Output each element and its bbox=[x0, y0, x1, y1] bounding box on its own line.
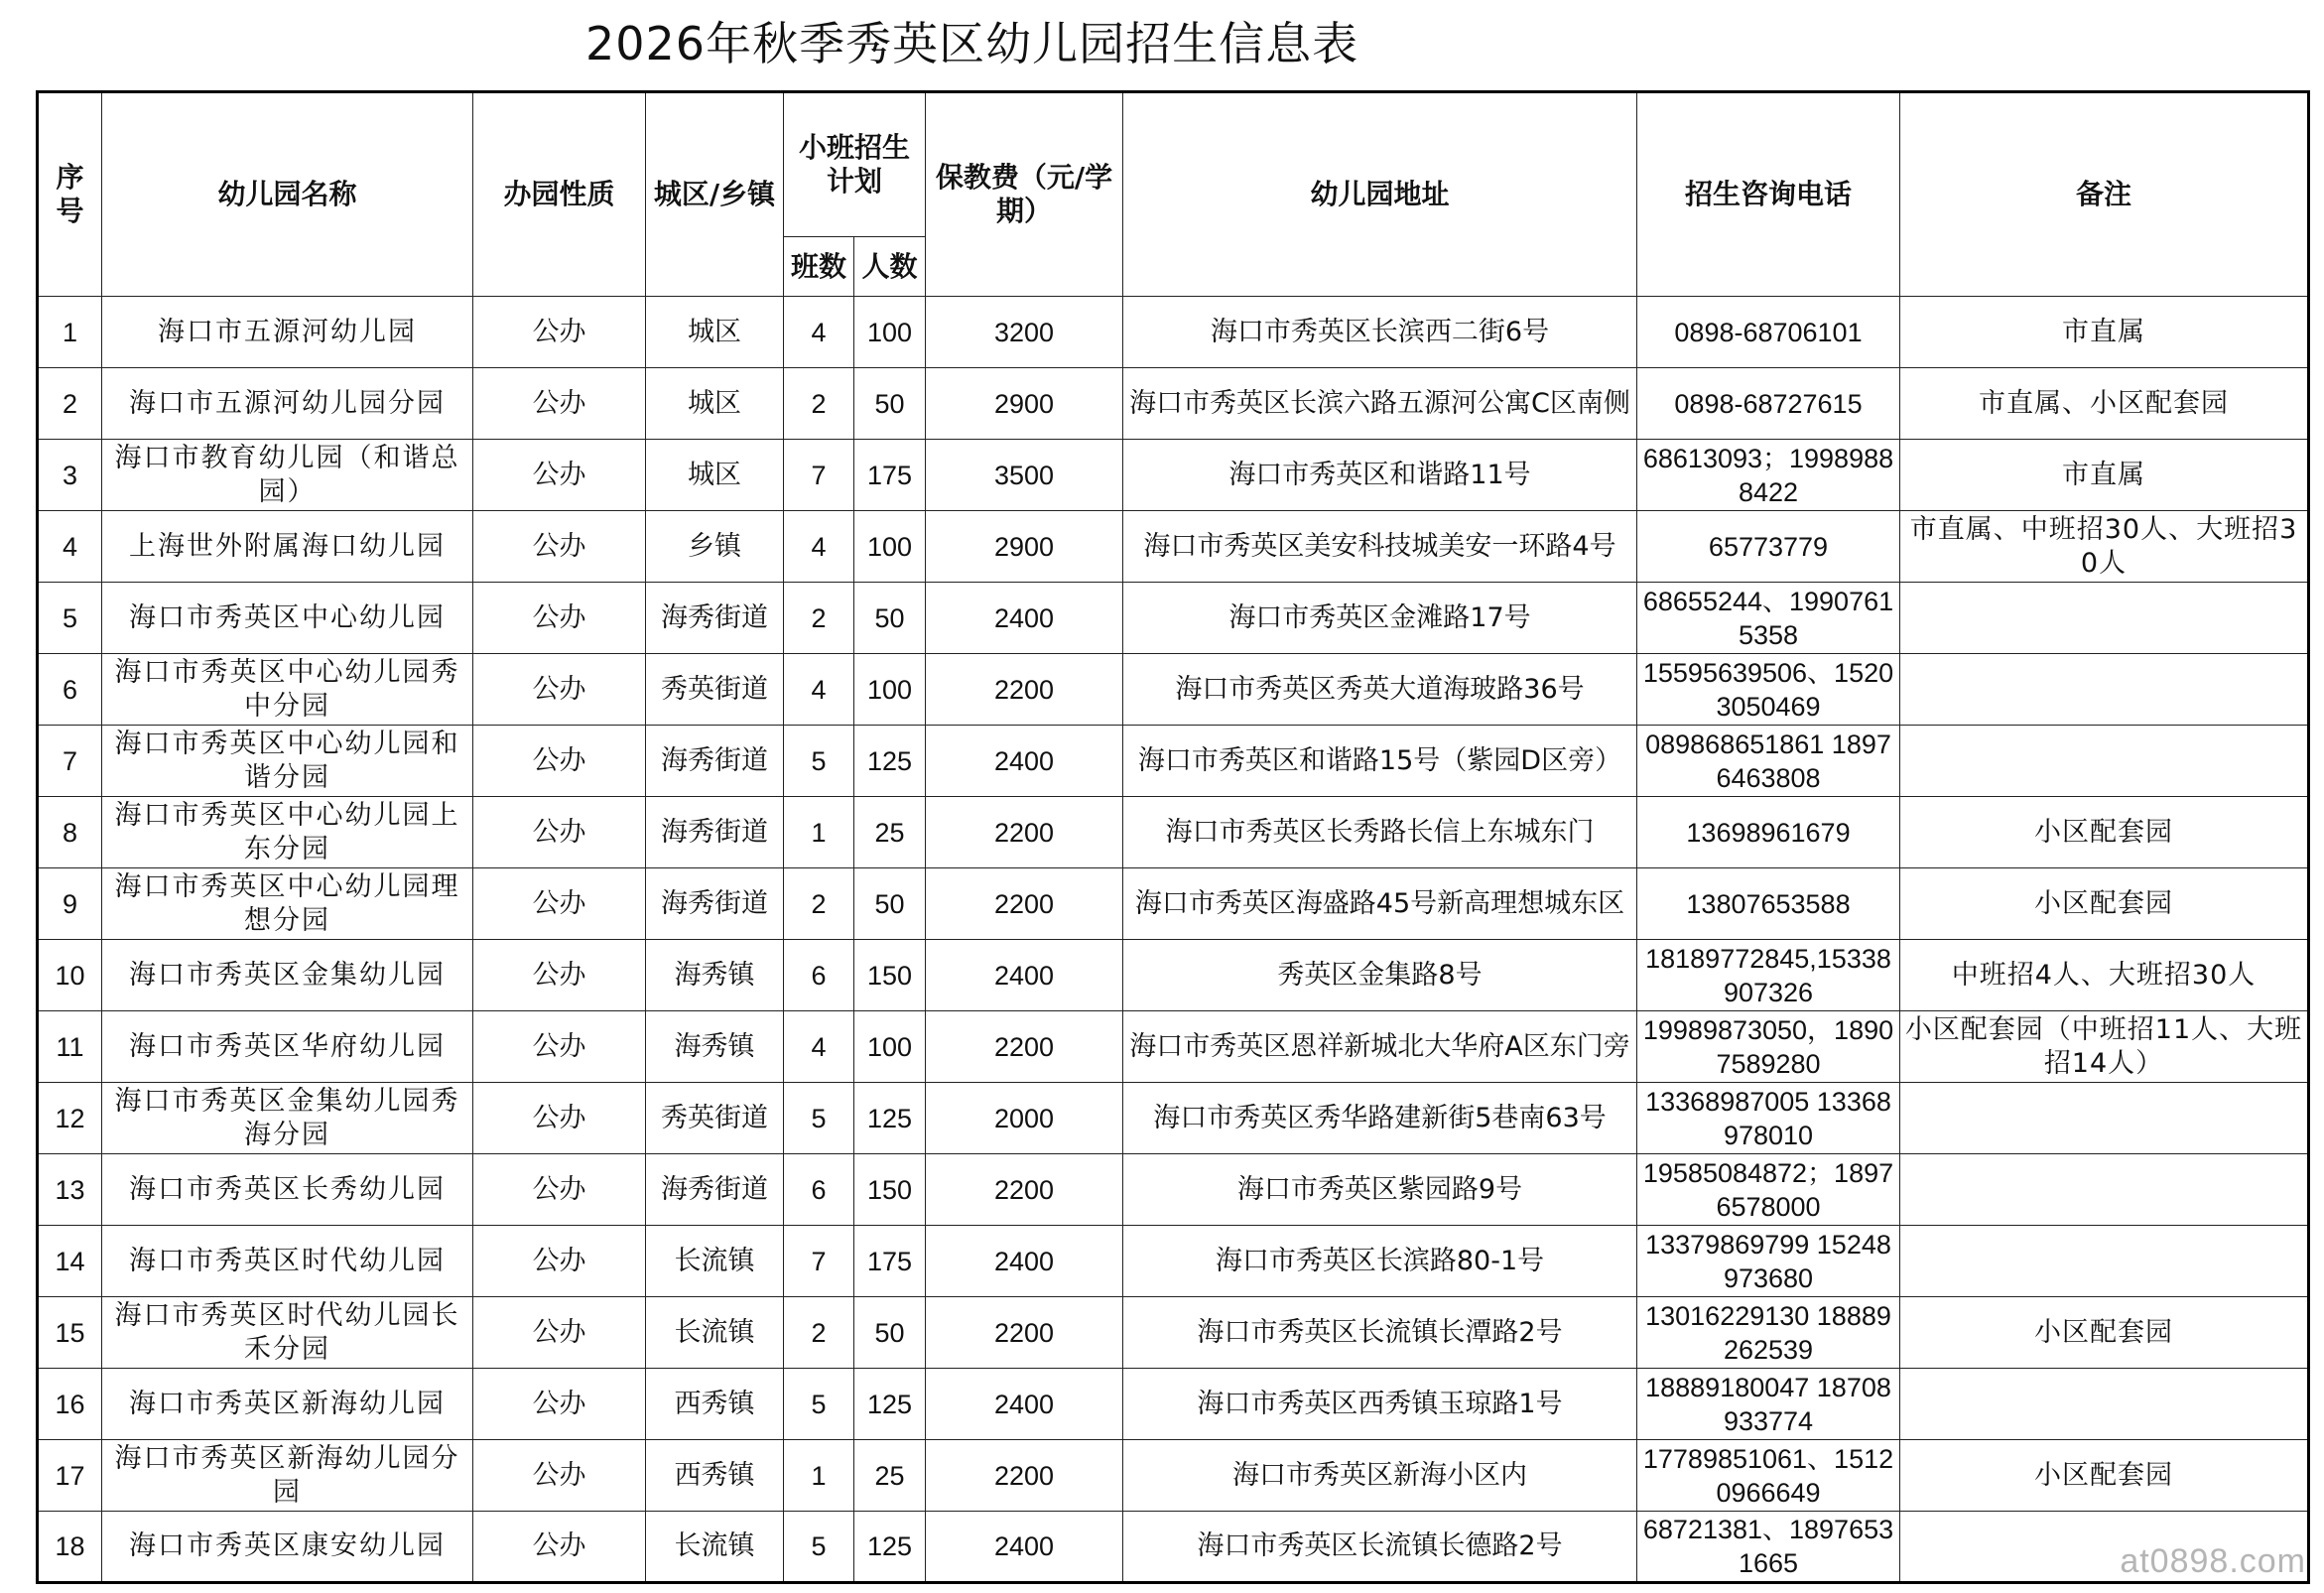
cell-fee: 2400 bbox=[926, 1369, 1123, 1440]
cell-fee: 2400 bbox=[926, 1226, 1123, 1297]
cell-people: 125 bbox=[854, 1369, 926, 1440]
table-row bbox=[38, 1369, 2309, 1440]
cell-phone: 68655244、19907615358 bbox=[1637, 583, 1900, 654]
cell-kindergarten-name: 海口市秀英区中心幼儿园和谐分园 bbox=[102, 726, 473, 797]
header-nature: 办园性质 bbox=[473, 92, 646, 297]
cell-index: 4 bbox=[38, 511, 102, 583]
cell-classes: 2 bbox=[784, 868, 854, 940]
cell-people: 125 bbox=[854, 726, 926, 797]
cell-classes: 2 bbox=[784, 1297, 854, 1369]
cell-fee: 2400 bbox=[926, 940, 1123, 1011]
cell-index: 16 bbox=[38, 1369, 102, 1440]
table-row bbox=[38, 1154, 2309, 1226]
table-row bbox=[38, 1512, 2309, 1583]
cell-address: 海口市秀英区金滩路17号 bbox=[1123, 583, 1637, 654]
cell-fee: 2900 bbox=[926, 511, 1123, 583]
cell-nature: 公办 bbox=[473, 297, 646, 368]
cell-nature: 公办 bbox=[473, 511, 646, 583]
cell-classes: 4 bbox=[784, 1011, 854, 1083]
cell-kindergarten-name: 海口市秀英区中心幼儿园理想分园 bbox=[102, 868, 473, 940]
cell-nature: 公办 bbox=[473, 440, 646, 511]
cell-people: 100 bbox=[854, 511, 926, 583]
cell-phone: 65773779 bbox=[1637, 511, 1900, 583]
cell-fee: 2200 bbox=[926, 1440, 1123, 1512]
table-row bbox=[38, 940, 2309, 1011]
table-row bbox=[38, 1083, 2309, 1154]
cell-address: 秀英区金集路8号 bbox=[1123, 940, 1637, 1011]
cell-nature: 公办 bbox=[473, 726, 646, 797]
cell-people: 175 bbox=[854, 440, 926, 511]
cell-people: 50 bbox=[854, 868, 926, 940]
cell-remark: 小区配套园 bbox=[1900, 868, 2309, 940]
cell-address: 海口市秀英区和谐路11号 bbox=[1123, 440, 1637, 511]
cell-classes: 7 bbox=[784, 1226, 854, 1297]
cell-district: 海秀街道 bbox=[646, 583, 784, 654]
table-row bbox=[38, 1226, 2309, 1297]
cell-nature: 公办 bbox=[473, 1154, 646, 1226]
cell-kindergarten-name: 海口市秀英区金集幼儿园 bbox=[102, 940, 473, 1011]
cell-nature: 公办 bbox=[473, 654, 646, 726]
cell-people: 50 bbox=[854, 583, 926, 654]
cell-remark: 市直属、小区配套园 bbox=[1900, 368, 2309, 440]
cell-people: 25 bbox=[854, 797, 926, 868]
cell-phone: 68613093；19989888422 bbox=[1637, 440, 1900, 511]
cell-district: 长流镇 bbox=[646, 1297, 784, 1369]
cell-address: 海口市秀英区长滨路80-1号 bbox=[1123, 1226, 1637, 1297]
cell-remark: 中班招4人、大班招30人 bbox=[1900, 940, 2309, 1011]
cell-phone: 0898-68706101 bbox=[1637, 297, 1900, 368]
table-row bbox=[38, 297, 2309, 368]
table-row bbox=[38, 583, 2309, 654]
cell-people: 100 bbox=[854, 297, 926, 368]
header-district: 城区/乡镇 bbox=[646, 92, 784, 297]
cell-nature: 公办 bbox=[473, 797, 646, 868]
cell-index: 14 bbox=[38, 1226, 102, 1297]
table-row bbox=[38, 868, 2309, 940]
cell-classes: 1 bbox=[784, 1440, 854, 1512]
table-row bbox=[38, 440, 2309, 511]
header-fee: 保教费（元/学期） bbox=[926, 92, 1123, 297]
cell-kindergarten-name: 海口市秀英区康安幼儿园 bbox=[102, 1512, 473, 1583]
cell-address: 海口市秀英区秀华路建新街5巷南63号 bbox=[1123, 1083, 1637, 1154]
cell-nature: 公办 bbox=[473, 1440, 646, 1512]
cell-fee: 2400 bbox=[926, 583, 1123, 654]
cell-remark bbox=[1900, 1154, 2309, 1226]
cell-index: 2 bbox=[38, 368, 102, 440]
cell-district: 长流镇 bbox=[646, 1226, 784, 1297]
cell-phone: 13379869799 15248973680 bbox=[1637, 1226, 1900, 1297]
cell-address: 海口市秀英区长流镇长潭路2号 bbox=[1123, 1297, 1637, 1369]
cell-nature: 公办 bbox=[473, 583, 646, 654]
cell-classes: 1 bbox=[784, 797, 854, 868]
cell-nature: 公办 bbox=[473, 1011, 646, 1083]
cell-address: 海口市秀英区西秀镇玉琼路1号 bbox=[1123, 1369, 1637, 1440]
table-header bbox=[38, 92, 2309, 297]
cell-remark bbox=[1900, 1083, 2309, 1154]
cell-kindergarten-name: 海口市秀英区华府幼儿园 bbox=[102, 1011, 473, 1083]
table-row bbox=[38, 511, 2309, 583]
cell-fee: 2200 bbox=[926, 797, 1123, 868]
cell-index: 1 bbox=[38, 297, 102, 368]
cell-people: 150 bbox=[854, 1154, 926, 1226]
cell-district: 海秀街道 bbox=[646, 1154, 784, 1226]
cell-index: 6 bbox=[38, 654, 102, 726]
cell-index: 8 bbox=[38, 797, 102, 868]
cell-kindergarten-name: 海口市秀英区时代幼儿园 bbox=[102, 1226, 473, 1297]
cell-phone: 19585084872；18976578000 bbox=[1637, 1154, 1900, 1226]
cell-fee: 2200 bbox=[926, 868, 1123, 940]
cell-classes: 6 bbox=[784, 1154, 854, 1226]
cell-district: 城区 bbox=[646, 368, 784, 440]
cell-phone: 18889180047 18708933774 bbox=[1637, 1369, 1900, 1440]
cell-fee: 2400 bbox=[926, 726, 1123, 797]
cell-remark bbox=[1900, 1226, 2309, 1297]
cell-remark: 小区配套园 bbox=[1900, 1297, 2309, 1369]
cell-district: 城区 bbox=[646, 440, 784, 511]
cell-address: 海口市秀英区恩祥新城北大华府A区东门旁 bbox=[1123, 1011, 1637, 1083]
cell-phone: 68721381、18976531665 bbox=[1637, 1512, 1900, 1583]
cell-classes: 5 bbox=[784, 1369, 854, 1440]
cell-fee: 3200 bbox=[926, 297, 1123, 368]
table-row bbox=[38, 797, 2309, 868]
cell-fee: 3500 bbox=[926, 440, 1123, 511]
cell-district: 海秀街道 bbox=[646, 868, 784, 940]
cell-kindergarten-name: 海口市秀英区金集幼儿园秀海分园 bbox=[102, 1083, 473, 1154]
cell-classes: 5 bbox=[784, 726, 854, 797]
cell-address: 海口市秀英区长秀路长信上东城东门 bbox=[1123, 797, 1637, 868]
cell-fee: 2200 bbox=[926, 1011, 1123, 1083]
cell-people: 125 bbox=[854, 1083, 926, 1154]
cell-index: 18 bbox=[38, 1512, 102, 1583]
cell-people: 50 bbox=[854, 368, 926, 440]
cell-nature: 公办 bbox=[473, 1369, 646, 1440]
cell-address: 海口市秀英区和谐路15号（紫园D区旁） bbox=[1123, 726, 1637, 797]
cell-nature: 公办 bbox=[473, 868, 646, 940]
cell-people: 125 bbox=[854, 1512, 926, 1583]
cell-kindergarten-name: 上海世外附属海口幼儿园 bbox=[102, 511, 473, 583]
table-row bbox=[38, 654, 2309, 726]
cell-kindergarten-name: 海口市秀英区中心幼儿园秀中分园 bbox=[102, 654, 473, 726]
cell-remark bbox=[1900, 726, 2309, 797]
cell-classes: 4 bbox=[784, 654, 854, 726]
cell-people: 100 bbox=[854, 1011, 926, 1083]
cell-index: 3 bbox=[38, 440, 102, 511]
header-index: 序号 bbox=[38, 92, 102, 297]
cell-nature: 公办 bbox=[473, 1226, 646, 1297]
header-plan: 小班招生计划 bbox=[784, 92, 926, 237]
cell-remark: 市直属 bbox=[1900, 297, 2309, 368]
cell-index: 10 bbox=[38, 940, 102, 1011]
cell-kindergarten-name: 海口市五源河幼儿园分园 bbox=[102, 368, 473, 440]
cell-remark bbox=[1900, 583, 2309, 654]
enrollment-table bbox=[36, 90, 2310, 1584]
cell-classes: 6 bbox=[784, 940, 854, 1011]
cell-phone: 19989873050，18907589280 bbox=[1637, 1011, 1900, 1083]
cell-classes: 7 bbox=[784, 440, 854, 511]
cell-classes: 4 bbox=[784, 511, 854, 583]
cell-district: 西秀镇 bbox=[646, 1369, 784, 1440]
cell-district: 乡镇 bbox=[646, 511, 784, 583]
cell-people: 25 bbox=[854, 1440, 926, 1512]
cell-phone: 13368987005 13368978010 bbox=[1637, 1083, 1900, 1154]
cell-district: 秀英街道 bbox=[646, 1083, 784, 1154]
cell-index: 17 bbox=[38, 1440, 102, 1512]
header-address: 幼儿园地址 bbox=[1123, 92, 1637, 297]
cell-district: 西秀镇 bbox=[646, 1440, 784, 1512]
cell-kindergarten-name: 海口市五源河幼儿园 bbox=[102, 297, 473, 368]
cell-fee: 2000 bbox=[926, 1083, 1123, 1154]
cell-address: 海口市秀英区长滨西二街6号 bbox=[1123, 297, 1637, 368]
cell-district: 海秀镇 bbox=[646, 940, 784, 1011]
cell-index: 9 bbox=[38, 868, 102, 940]
header-people: 人数 bbox=[854, 237, 926, 297]
cell-remark: 小区配套园（中班招11人、大班招14人） bbox=[1900, 1011, 2309, 1083]
cell-fee: 2400 bbox=[926, 1512, 1123, 1583]
header-name: 幼儿园名称 bbox=[102, 92, 473, 297]
cell-people: 175 bbox=[854, 1226, 926, 1297]
cell-classes: 2 bbox=[784, 368, 854, 440]
cell-kindergarten-name: 海口市秀英区新海幼儿园分园 bbox=[102, 1440, 473, 1512]
cell-address: 海口市秀英区紫园路9号 bbox=[1123, 1154, 1637, 1226]
table-row bbox=[38, 1011, 2309, 1083]
cell-address: 海口市秀英区长滨六路五源河公寓C区南侧 bbox=[1123, 368, 1637, 440]
cell-kindergarten-name: 海口市秀英区长秀幼儿园 bbox=[102, 1154, 473, 1226]
table-row bbox=[38, 726, 2309, 797]
cell-people: 100 bbox=[854, 654, 926, 726]
cell-address: 海口市秀英区秀英大道海玻路36号 bbox=[1123, 654, 1637, 726]
cell-remark: 小区配套园 bbox=[1900, 797, 2309, 868]
cell-nature: 公办 bbox=[473, 940, 646, 1011]
cell-remark: 市直属、中班招30人、大班招30人 bbox=[1900, 511, 2309, 583]
cell-address: 海口市秀英区海盛路45号新高理想城东区 bbox=[1123, 868, 1637, 940]
cell-index: 12 bbox=[38, 1083, 102, 1154]
cell-phone: 13016229130 18889262539 bbox=[1637, 1297, 1900, 1369]
cell-classes: 5 bbox=[784, 1083, 854, 1154]
cell-remark: 小区配套园 bbox=[1900, 1440, 2309, 1512]
cell-classes: 2 bbox=[784, 583, 854, 654]
cell-kindergarten-name: 海口市秀英区新海幼儿园 bbox=[102, 1369, 473, 1440]
cell-nature: 公办 bbox=[473, 1512, 646, 1583]
cell-index: 7 bbox=[38, 726, 102, 797]
cell-fee: 2200 bbox=[926, 1297, 1123, 1369]
cell-address: 海口市秀英区长流镇长德路2号 bbox=[1123, 1512, 1637, 1583]
cell-people: 50 bbox=[854, 1297, 926, 1369]
cell-phone: 0898-68727615 bbox=[1637, 368, 1900, 440]
document-title: 2026年秋季秀英区幼儿园招生信息表 bbox=[585, 17, 1359, 70]
header-phone: 招生咨询电话 bbox=[1637, 92, 1900, 297]
cell-classes: 5 bbox=[784, 1512, 854, 1583]
cell-people: 150 bbox=[854, 940, 926, 1011]
cell-phone: 17789851061、15120966649 bbox=[1637, 1440, 1900, 1512]
cell-nature: 公办 bbox=[473, 368, 646, 440]
cell-index: 15 bbox=[38, 1297, 102, 1369]
cell-district: 海秀街道 bbox=[646, 797, 784, 868]
table-row bbox=[38, 368, 2309, 440]
cell-index: 13 bbox=[38, 1154, 102, 1226]
header-remark: 备注 bbox=[1900, 92, 2309, 297]
cell-remark bbox=[1900, 654, 2309, 726]
cell-fee: 2200 bbox=[926, 1154, 1123, 1226]
cell-index: 5 bbox=[38, 583, 102, 654]
cell-district: 城区 bbox=[646, 297, 784, 368]
cell-kindergarten-name: 海口市秀英区中心幼儿园上东分园 bbox=[102, 797, 473, 868]
cell-kindergarten-name: 海口市秀英区中心幼儿园 bbox=[102, 583, 473, 654]
cell-phone: 089868651861 18976463808 bbox=[1637, 726, 1900, 797]
header-classes: 班数 bbox=[784, 237, 854, 297]
cell-district: 海秀镇 bbox=[646, 1011, 784, 1083]
cell-kindergarten-name: 海口市秀英区时代幼儿园长禾分园 bbox=[102, 1297, 473, 1369]
cell-kindergarten-name: 海口市教育幼儿园（和谐总园） bbox=[102, 440, 473, 511]
cell-address: 海口市秀英区美安科技城美安一环路4号 bbox=[1123, 511, 1637, 583]
cell-phone: 18189772845,15338907326 bbox=[1637, 940, 1900, 1011]
table-row bbox=[38, 1440, 2309, 1512]
cell-nature: 公办 bbox=[473, 1083, 646, 1154]
cell-fee: 2200 bbox=[926, 654, 1123, 726]
cell-index: 11 bbox=[38, 1011, 102, 1083]
watermark: at0898.com bbox=[2120, 1542, 2306, 1580]
cell-phone: 13698961679 bbox=[1637, 797, 1900, 868]
table-row bbox=[38, 1297, 2309, 1369]
cell-classes: 4 bbox=[784, 297, 854, 368]
header-row bbox=[38, 92, 2309, 237]
cell-nature: 公办 bbox=[473, 1297, 646, 1369]
cell-fee: 2900 bbox=[926, 368, 1123, 440]
cell-district: 秀英街道 bbox=[646, 654, 784, 726]
cell-phone: 15595639506、15203050469 bbox=[1637, 654, 1900, 726]
table-body bbox=[38, 297, 2309, 1583]
cell-district: 海秀街道 bbox=[646, 726, 784, 797]
cell-remark: 市直属 bbox=[1900, 440, 2309, 511]
cell-phone: 13807653588 bbox=[1637, 868, 1900, 940]
cell-address: 海口市秀英区新海小区内 bbox=[1123, 1440, 1637, 1512]
cell-district: 长流镇 bbox=[646, 1512, 784, 1583]
cell-remark bbox=[1900, 1369, 2309, 1440]
